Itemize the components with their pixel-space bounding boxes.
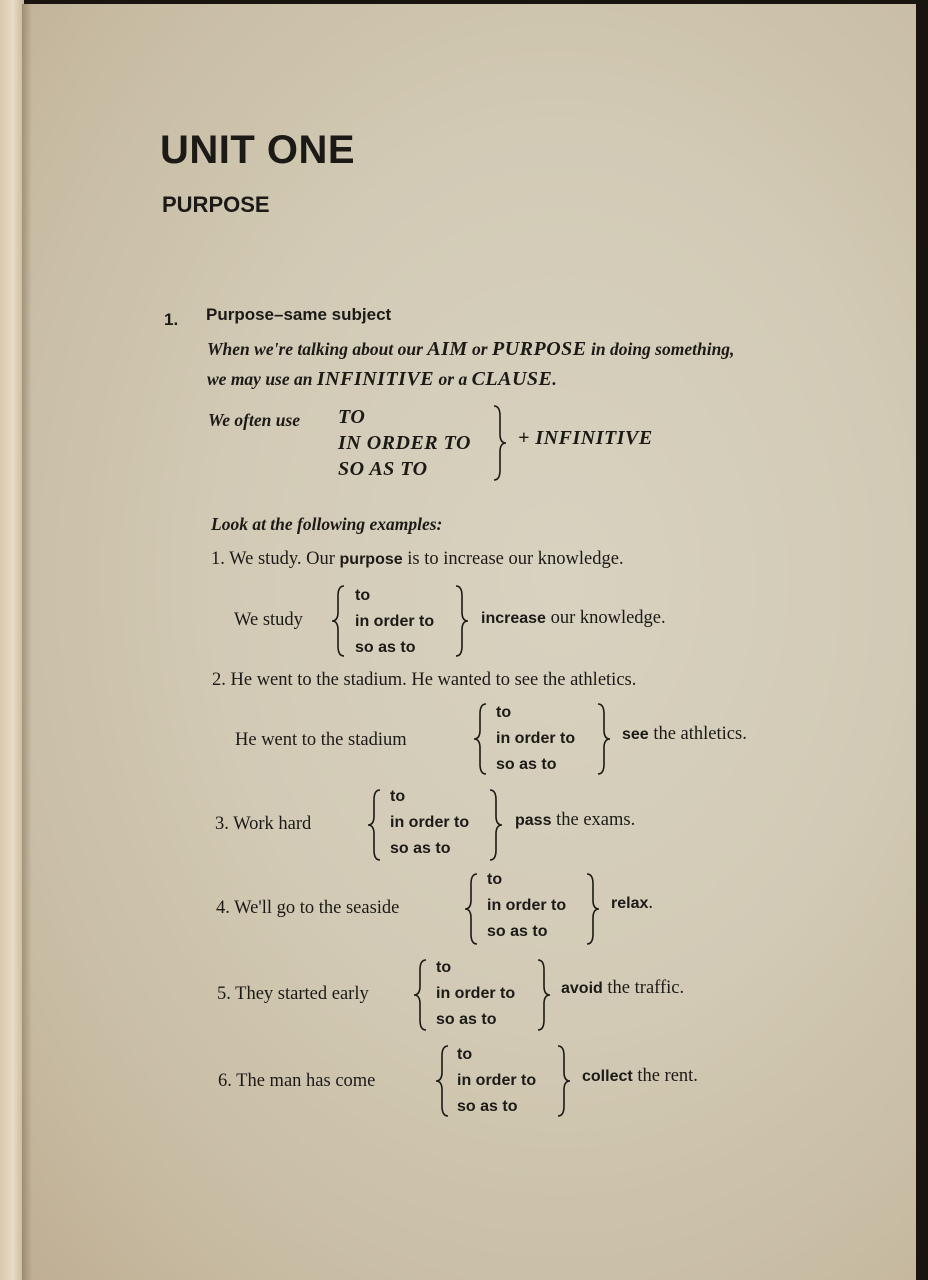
intro-line-1: When we're talking about our AIM or PURPOSE in doing something, <box>207 338 735 360</box>
example-2-sentence: 2. He went to the stadium. He wanted to see the athletics. <box>212 670 637 690</box>
often-use-option-in-order-to: IN ORDER TO <box>338 432 471 454</box>
often-use-option-to: TO <box>338 406 366 428</box>
example-5-options <box>436 955 515 1033</box>
look-at-heading: Look at the following examples: <box>211 514 443 534</box>
option-to: to <box>436 959 452 976</box>
example-3-lead: 3. Work hard <box>215 814 312 834</box>
page-gutter-shadow <box>22 4 32 1280</box>
option-so-as-to: so as to <box>436 1011 497 1028</box>
example-5-lead: 5. They started early <box>217 984 369 1004</box>
example-1-sentence: 1. We study. Our purpose is to increase our knowledge. <box>211 549 624 569</box>
example-4-right-brace <box>583 872 601 946</box>
example-3-left-brace <box>366 788 384 862</box>
section-title: Purpose–same subject <box>206 305 392 324</box>
unit-topic: PURPOSE <box>162 192 270 217</box>
example-1-right-brace <box>452 584 470 658</box>
example-5-completion: avoid the traffic. <box>561 978 685 998</box>
example-4-completion: relax. <box>611 893 653 913</box>
example-4-options <box>487 867 566 945</box>
option-so-as-to: so as to <box>496 756 557 773</box>
option-so-as-to: so as to <box>390 840 451 857</box>
example-1-options <box>355 583 434 661</box>
example-2-options <box>496 700 575 778</box>
example-2-lead: He went to the stadium <box>235 730 407 750</box>
option-in-order-to: in order to <box>355 613 435 630</box>
option-so-as-to: so as to <box>355 639 416 656</box>
example-6-lead: 6. The man has come <box>218 1071 376 1091</box>
option-to: to <box>496 704 512 721</box>
example-5-right-brace <box>534 958 552 1032</box>
unit-title: UNIT ONE <box>160 128 356 172</box>
example-6-right-brace <box>554 1044 572 1118</box>
example-4-left-brace <box>463 872 481 946</box>
often-use-label: We often use <box>208 410 301 430</box>
often-use-result: + INFINITIVE <box>518 427 653 449</box>
example-6-left-brace <box>434 1044 452 1118</box>
book-spine-edge <box>0 0 24 1280</box>
example-2-completion: see the athletics. <box>622 724 747 744</box>
example-3-right-brace <box>486 788 504 862</box>
option-in-order-to: in order to <box>487 897 567 914</box>
option-in-order-to: in order to <box>436 985 516 1002</box>
option-in-order-to: in order to <box>496 730 576 747</box>
example-1-completion: increase our knowledge. <box>481 608 666 628</box>
example-1-left-brace <box>330 584 348 658</box>
example-2-left-brace <box>472 702 490 776</box>
option-so-as-to: so as to <box>457 1098 518 1115</box>
example-2-right-brace <box>594 702 612 776</box>
often-use-option-so-as-to: SO AS TO <box>338 458 428 480</box>
option-in-order-to: in order to <box>457 1072 537 1089</box>
example-6-options <box>457 1042 536 1120</box>
intro-line-2: we may use an INFINITIVE or a CLAUSE. <box>207 368 557 390</box>
option-to: to <box>487 871 503 888</box>
option-to: to <box>390 788 406 805</box>
example-6-completion: collect the rent. <box>582 1066 698 1086</box>
option-so-as-to: so as to <box>487 923 548 940</box>
option-to: to <box>457 1046 473 1063</box>
section-number: 1. <box>164 310 179 329</box>
example-3-completion: pass the exams. <box>515 810 636 830</box>
example-1-lead: We study <box>234 610 303 630</box>
option-to: to <box>355 587 371 604</box>
example-5-left-brace <box>412 958 430 1032</box>
option-in-order-to: in order to <box>390 814 470 831</box>
example-3-options <box>390 784 469 862</box>
example-4-lead: 4. We'll go to the seaside <box>216 898 400 918</box>
often-use-right-brace <box>490 404 510 482</box>
